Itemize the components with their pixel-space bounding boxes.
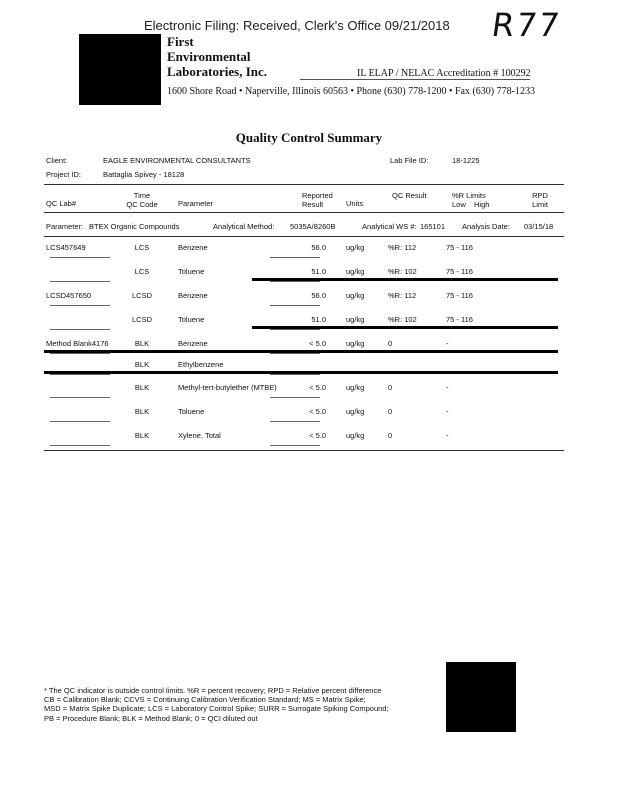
row-parameter: Benzene bbox=[178, 339, 208, 348]
parameter-value: BTEX Organic Compounds bbox=[89, 222, 180, 231]
method-label: Analytical Method: bbox=[213, 222, 275, 231]
col-limit: Limit bbox=[532, 200, 548, 209]
row-underline bbox=[270, 374, 320, 375]
project-value: Battaglia Spivey - 18128 bbox=[103, 170, 185, 179]
col-pr-limits: %R Limits bbox=[452, 191, 486, 200]
row-units: ug/kg bbox=[346, 291, 365, 300]
col-high: High bbox=[474, 200, 490, 209]
row-separator bbox=[252, 278, 558, 281]
redacted-logo bbox=[79, 34, 161, 105]
client-label: Client: bbox=[46, 156, 68, 165]
row-underline bbox=[50, 374, 110, 375]
row-underline bbox=[270, 281, 320, 282]
row-limits: - bbox=[446, 339, 449, 348]
col-units: Units bbox=[346, 199, 364, 208]
analysis-date-label: Analysis Date: bbox=[462, 222, 510, 231]
row-result: 51.0 bbox=[311, 267, 326, 276]
col-rpd-limit bbox=[524, 191, 556, 209]
row-underline bbox=[270, 445, 320, 446]
row-qc-code: LCS bbox=[134, 243, 150, 252]
row-underline bbox=[50, 445, 110, 446]
row-limits: - bbox=[446, 407, 449, 416]
header-bottom-rule bbox=[44, 212, 564, 213]
row-underline bbox=[270, 421, 320, 422]
method-value: 5035A/8260B bbox=[290, 222, 336, 231]
table-top-rule bbox=[44, 184, 564, 185]
row-limits: 75 - 116 bbox=[446, 315, 473, 324]
row-units: ug/kg bbox=[346, 315, 365, 324]
ws-label: Analytical WS #: bbox=[362, 222, 417, 231]
handwritten-mark: R77 bbox=[489, 6, 564, 44]
row-qc-lab: Method Blank4176 bbox=[46, 339, 109, 348]
row-qc-result: %R: 102 bbox=[388, 267, 417, 276]
row-result: < 5.0 bbox=[309, 431, 326, 440]
row-underline bbox=[50, 421, 110, 422]
row-underline bbox=[270, 397, 320, 398]
company-name bbox=[167, 34, 267, 79]
project-label: Project ID: bbox=[46, 170, 82, 179]
row-qc-lab: LCSD457650 bbox=[46, 291, 92, 300]
row-qc-result: 0 bbox=[388, 431, 393, 440]
row-underline bbox=[270, 329, 320, 330]
row-underline bbox=[50, 329, 110, 330]
col-time-code bbox=[124, 191, 160, 209]
row-units: ug/kg bbox=[346, 383, 365, 392]
row-units: ug/kg bbox=[346, 339, 365, 348]
row-parameter: Ethylbenzene bbox=[178, 360, 224, 369]
analysis-date-value: 03/15/18 bbox=[524, 222, 554, 231]
parameter-label: Parameter: bbox=[46, 222, 84, 231]
header-divider bbox=[300, 79, 530, 80]
row-qc-code: BLK bbox=[134, 383, 150, 392]
row-underline bbox=[50, 353, 110, 354]
row-underline bbox=[50, 397, 110, 398]
row-underline bbox=[50, 257, 110, 258]
row-parameter: Methyl-tert-butylether (MTBE) bbox=[178, 383, 277, 392]
col-qc-result: QC Result bbox=[392, 191, 427, 200]
row-parameter: Toluene bbox=[178, 315, 205, 324]
row-separator bbox=[252, 326, 558, 329]
row-separator bbox=[44, 350, 558, 353]
row-qc-code: BLK bbox=[134, 360, 150, 369]
row-limits: - bbox=[446, 431, 449, 440]
row-qc-result: 0 bbox=[388, 407, 393, 416]
param-line-rule bbox=[44, 236, 564, 237]
row-qc-code: LCS bbox=[134, 267, 150, 276]
row-underline bbox=[50, 305, 110, 306]
footnote-line: * The QC indicator is outside control limits. %R = percent recovery; RPD = Relative percent difference bbox=[44, 686, 382, 695]
row-units: ug/kg bbox=[346, 243, 365, 252]
row-separator bbox=[44, 371, 558, 374]
row-limits: 75 - 116 bbox=[446, 267, 473, 276]
footnote-line: PB = Procedure Blank; BLK = Method Blank; 0 = QCI diluted out bbox=[44, 713, 258, 723]
row-qc-result: %R: 112 bbox=[388, 243, 417, 252]
footnote-line: CB = Calibration Blank; CCVS = Continuing Calibration Verification Standard; MS = Matrix Spike; bbox=[44, 695, 366, 705]
row-underline bbox=[270, 353, 320, 354]
footnotes bbox=[44, 686, 389, 723]
table-bottom-rule bbox=[44, 450, 564, 451]
col-qc-lab: QC Lab# bbox=[46, 199, 77, 208]
row-result: < 5.0 bbox=[309, 383, 326, 392]
row-result: 56.0 bbox=[311, 291, 326, 300]
row-qc-code: BLK bbox=[134, 339, 150, 348]
col-time: Time bbox=[133, 191, 151, 200]
row-parameter: Benzene bbox=[178, 291, 208, 300]
col-rpd: RPD bbox=[532, 191, 548, 200]
row-qc-code: LCSD bbox=[131, 291, 152, 300]
row-underline bbox=[270, 257, 320, 258]
col-low: Low bbox=[452, 200, 466, 209]
row-limits: 75 - 116 bbox=[446, 243, 473, 252]
row-parameter: Toluene bbox=[178, 407, 205, 416]
row-qc-result: 0 bbox=[388, 383, 393, 392]
lab-file-label: Lab File ID: bbox=[390, 156, 429, 165]
row-underline bbox=[50, 281, 110, 282]
col-reported-result bbox=[302, 191, 333, 209]
row-limits: 75 - 116 bbox=[446, 291, 473, 300]
row-result: < 5.0 bbox=[309, 407, 326, 416]
company-name-line3: Laboratories, Inc. bbox=[167, 64, 268, 79]
company-name-line2: Environmental bbox=[167, 49, 251, 64]
company-name-line1: First bbox=[167, 34, 194, 49]
row-units: ug/kg bbox=[346, 267, 365, 276]
row-qc-result: %R: 102 bbox=[388, 315, 417, 324]
col-parameter: Parameter bbox=[178, 199, 214, 208]
row-units: ug/kg bbox=[346, 431, 365, 440]
row-limits: - bbox=[446, 383, 449, 392]
row-result: 51.0 bbox=[311, 315, 326, 324]
row-units: ug/kg bbox=[346, 407, 365, 416]
row-qc-lab: LCS457649 bbox=[46, 243, 86, 252]
row-qc-result: 0 bbox=[388, 339, 393, 348]
row-qc-code: BLK bbox=[134, 407, 150, 416]
row-underline bbox=[270, 305, 320, 306]
col-qc-code: QC Code bbox=[126, 200, 158, 209]
row-parameter: Xylene, Total bbox=[178, 431, 221, 440]
col-reported: Reported bbox=[302, 191, 333, 200]
accreditation: IL ELAP / NELAC Accreditation # 100292 bbox=[357, 68, 531, 79]
redacted-stamp bbox=[446, 662, 516, 732]
ws-value: 165101 bbox=[420, 222, 446, 231]
client-value: EAGLE ENVIRONMENTAL CONSULTANTS bbox=[103, 156, 251, 165]
lab-file-value: 18-1225 bbox=[452, 156, 480, 165]
row-qc-code: LCSD bbox=[131, 315, 152, 324]
footnote-line: MSD = Matrix Spike Duplicate; LCS = Laboratory Control Spike; SURR = Surrogate Spiking Compound; bbox=[44, 704, 389, 714]
row-qc-result: %R: 112 bbox=[388, 291, 417, 300]
row-parameter: Toluene bbox=[178, 267, 205, 276]
lab-address: 1600 Shore Road • Naperville, Illinois 60563 • Phone (630) 778-1200 • Fax (630) 778-1233 bbox=[167, 86, 535, 97]
row-result: 56.0 bbox=[311, 243, 326, 252]
report-title: Quality Control Summary bbox=[235, 130, 383, 145]
filing-stamp: Electronic Filing: Received, Clerk's Office 09/21/2018 bbox=[144, 18, 450, 33]
col-result: Result bbox=[302, 200, 324, 209]
row-parameter: Benzene bbox=[178, 243, 208, 252]
row-qc-code: BLK bbox=[134, 431, 150, 440]
row-result: < 5.0 bbox=[309, 339, 326, 348]
